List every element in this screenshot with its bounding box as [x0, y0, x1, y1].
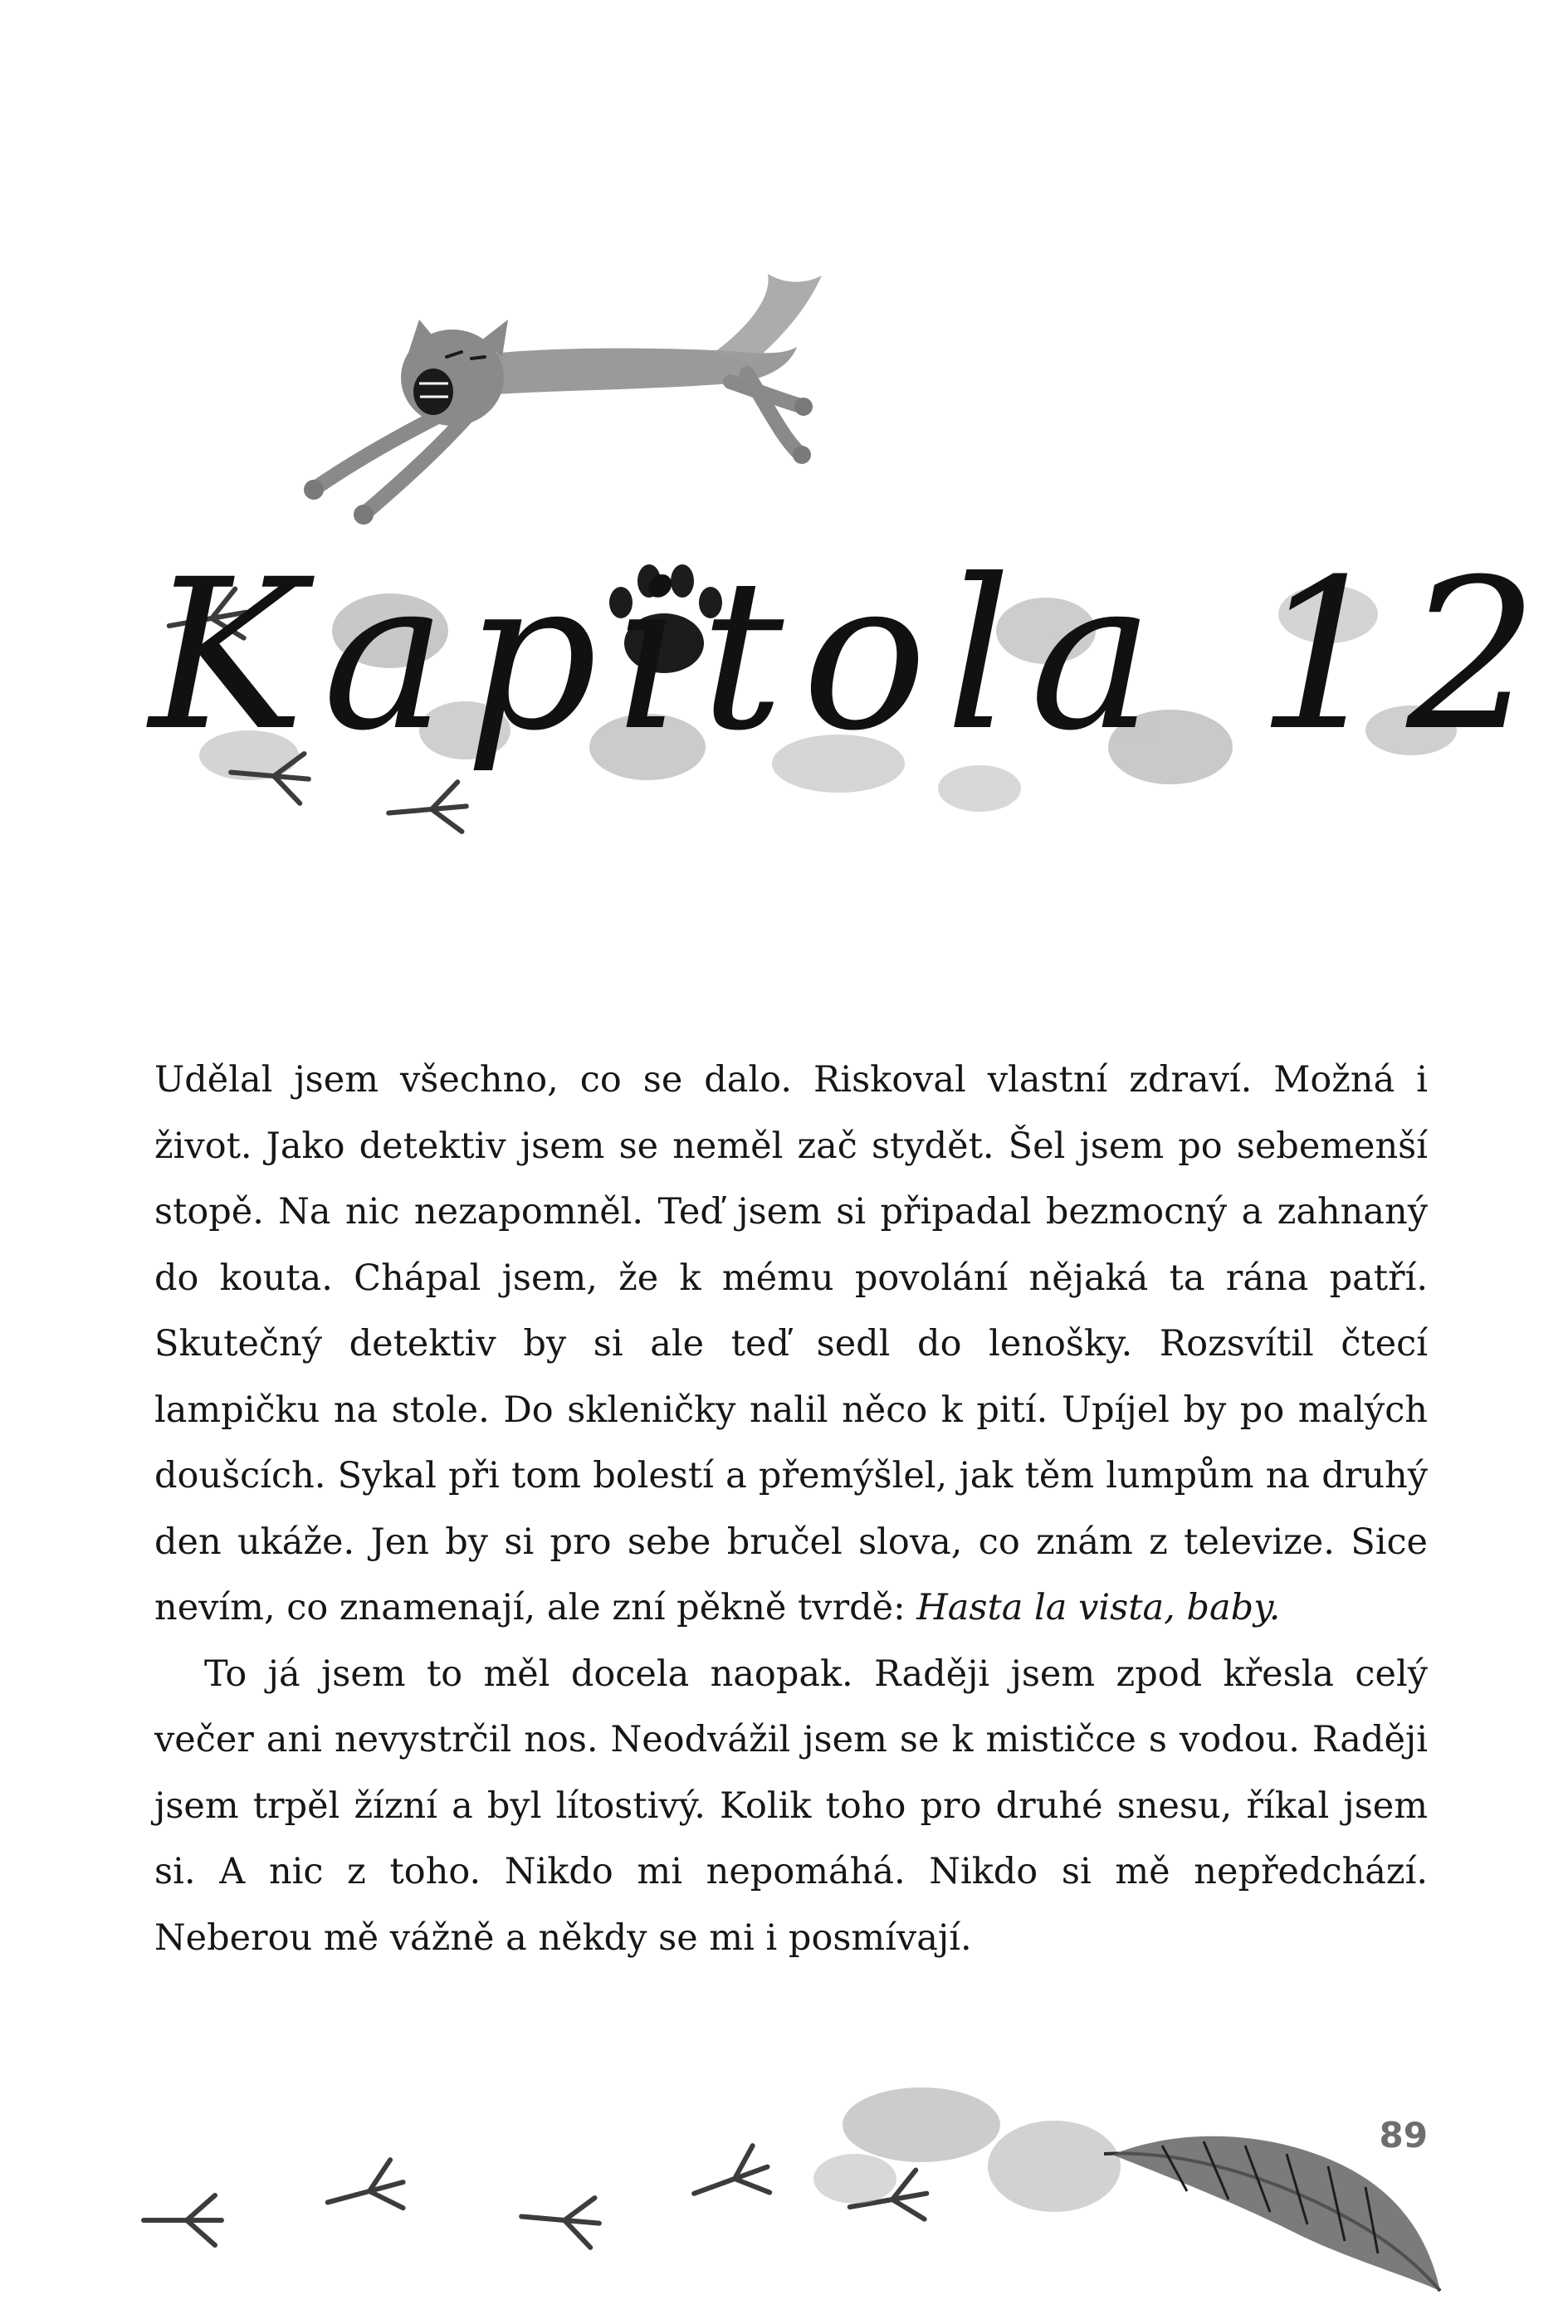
- paragraph: [154, 1642, 1428, 1972]
- chapter-body-text: [154, 1047, 1428, 1971]
- text-segment: Udělal jsem všechno, co se dalo. Riskoval vlastní zdraví. Možná i život. Jako detektiv jsem se neměl zač stydět. Šel jsem po sebemenší stopě. Na nic nezapomněl. Teď jsem si připadal bezmocný a zahnaný do kouta. Chápal jsem, že k mému povolání nějaká ta rána patří. Skutečný detektiv by si ale teď sedl do lenošky. Rozsvítil čtecí lampičku na stole. Do skleničky nalil něco k pití. Upíjel by po malých doušcích. Sykal při tom bolestí a přemýšlel, jak těm lumpům na druhý den ukáže. Jen by si pro sebe bručel slova, co znám z televize. Sice nevím, co znamenají, ale zní pěkně tvrdě:: [154, 1059, 1428, 1628]
- chapter-title: Kapitola 12: [149, 535, 1557, 776]
- watercolor-wash-bottom: [813, 2087, 1121, 2212]
- page-number: 89: [1379, 2115, 1428, 2156]
- feather-illustration: [1104, 2136, 1440, 2291]
- italic-quote: Hasta la vista, baby.: [916, 1587, 1281, 1628]
- chapter-heading: [149, 531, 1557, 813]
- leaping-cat-illustration: [304, 274, 822, 525]
- paragraph: [154, 1047, 1428, 1642]
- bird-tracks-bottom: [144, 2143, 931, 2248]
- text-segment: To já jsem to měl docela naopak. Raději jsem zpod křesla celý večer ani nevystrčil nos. Neodvážil jsem se k mističce s vodou. Raději jsem trpěl žízní a byl lítostivý. Kolik toho pro druhé snesu, říkal jsem si. A nic z toho. Nikdo mi nepomáhá. Nikdo si mě nepředchází. Neberou mě vážně a někdy se mi i posmívají.: [154, 1653, 1428, 1959]
